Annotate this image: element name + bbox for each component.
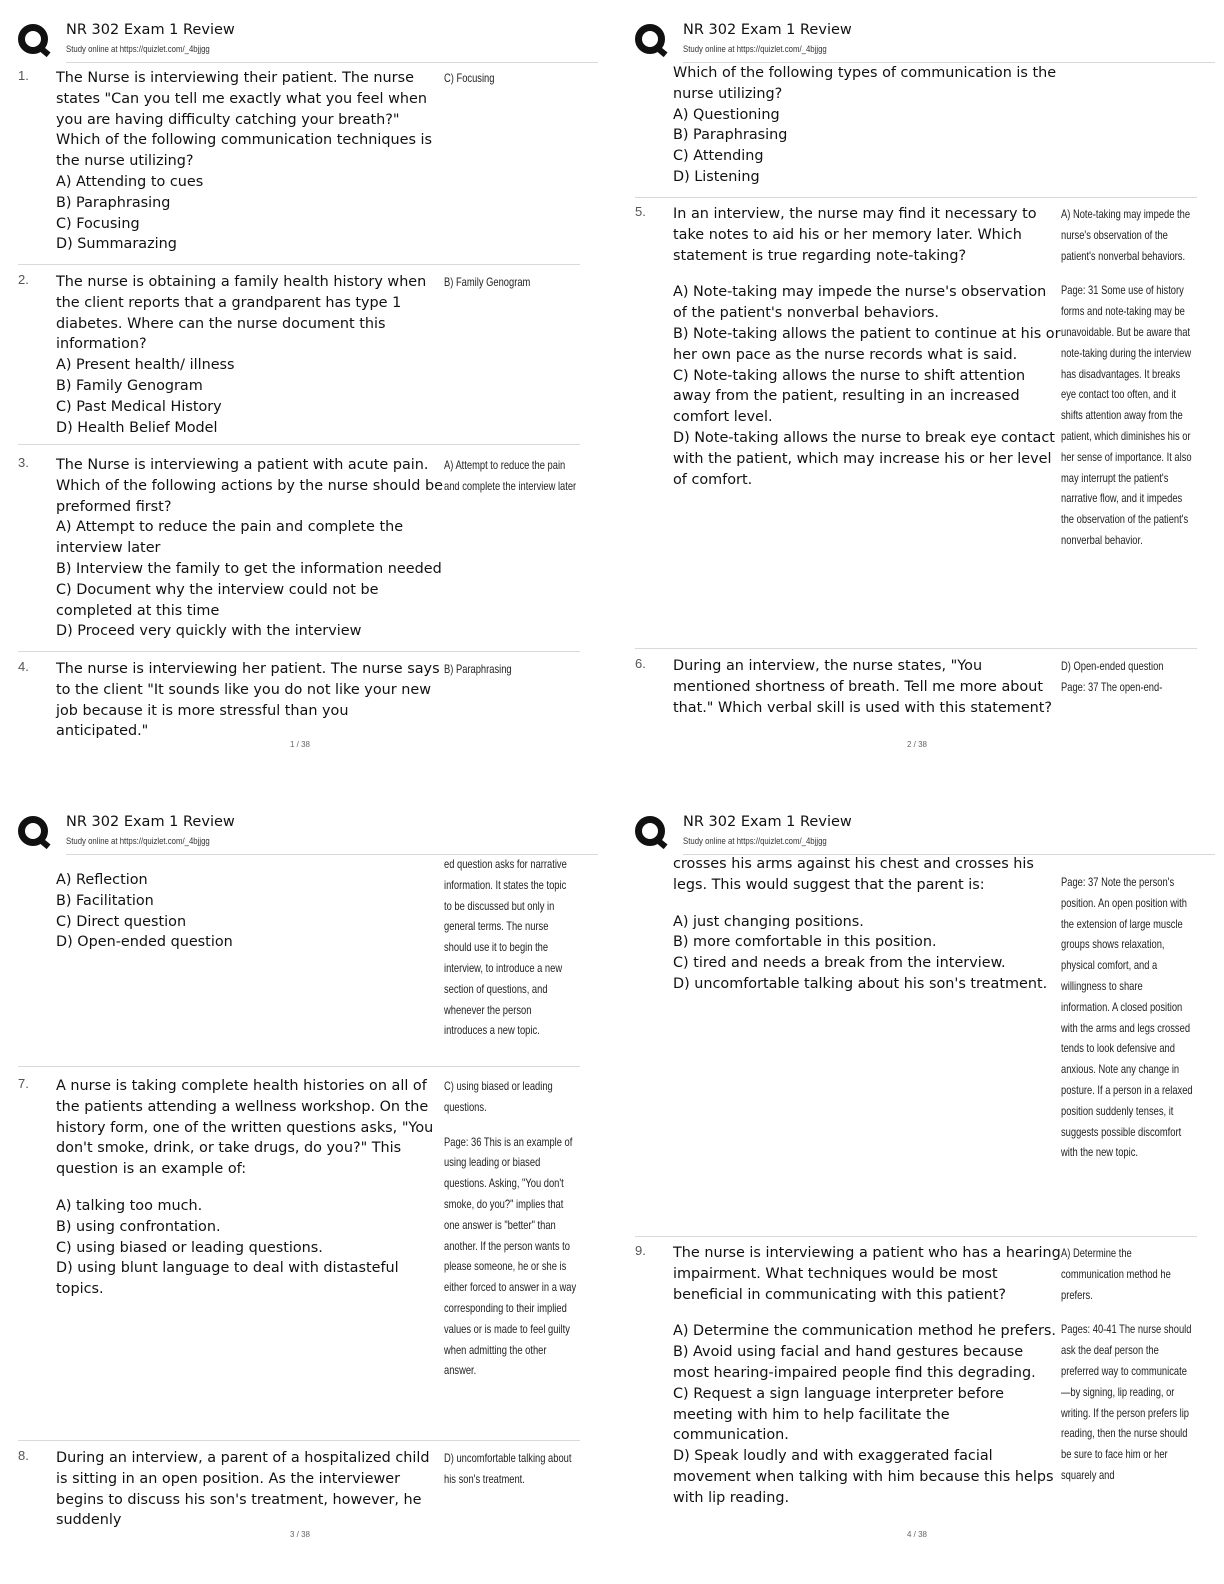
page-header: [18, 22, 598, 62]
option: B) Paraphrasing: [673, 127, 788, 144]
option: C) Request a sign language interpreter before meeting with him to help facilitate the communication.: [673, 1385, 1004, 1444]
option: B) more comfortable in this position.: [673, 934, 937, 951]
question-row: [635, 204, 1197, 649]
rationale: Page: 36 This is an example of using leading or biased questions. Asking, "You don't smoke, do you?" implies that one answer is "better" than another. If the person wants to please someone, he or she is either forced to answer in a way corresponding to their implied values or is made to feel guilty when admitting the other answer.: [444, 1134, 577, 1378]
quizlet-logo-icon: [635, 816, 665, 846]
answer: B) Paraphrasing: [444, 662, 512, 676]
question-row: [635, 656, 1197, 726]
page-title: NR 302 Exam 1 Review: [683, 814, 852, 830]
option: B) Paraphrasing: [56, 194, 171, 211]
option: D) uncomfortable talking about his son's treatment.: [673, 975, 1048, 992]
option: A) Attempt to reduce the pain and complete the interview later: [56, 519, 404, 557]
page-header: [635, 22, 1215, 62]
page-header: [635, 814, 1215, 854]
study-link[interactable]: Study online at https://quizlet.com/_4bjjgg: [683, 44, 827, 55]
option: D) using blunt language to deal with distasteful topics.: [56, 1260, 399, 1298]
option: C) Note-taking allows the nurse to shift attention away from the patient, resulting in an increased comfort level.: [673, 367, 1026, 426]
option: C) Direct question: [56, 913, 187, 930]
question-row: [635, 854, 1197, 1237]
answer: B) Family Genogram: [444, 275, 531, 289]
question-row: [18, 854, 580, 1067]
option: A) Reflection: [56, 872, 148, 888]
option: A) talking too much.: [56, 1197, 203, 1214]
option: D) Summarazing: [56, 236, 177, 253]
page-number: 3 / 38: [289, 1530, 310, 1539]
answer: C) using biased or leading questions. Page: 36 This is an example of using leading or biased questions. Asking, "You don't smoke, do you?" implies that one answer is "better" than another. If the person wants to please someone, he or she is either forced to answer in a way corresponding to their implied values or is made to feel guilty when admitting the other answer.: [444, 1076, 582, 1381]
option: D) Open-ended question: [56, 934, 233, 951]
question-number: 9.: [635, 1243, 646, 1258]
question-number: 6.: [635, 656, 646, 671]
question-number: 1.: [18, 68, 29, 83]
page-title: NR 302 Exam 1 Review: [66, 814, 235, 830]
answer: A) Attempt to reduce the pain and complete the interview later: [444, 458, 577, 493]
question-number: 8.: [18, 1448, 29, 1463]
option: C) Focusing: [56, 215, 140, 232]
rationale: Page: 37 The open-end-: [1061, 679, 1163, 694]
question-number: 5.: [635, 204, 646, 219]
question-text: A nurse is taking complete health histories on all of the patients attending a wellness workshop. On the history form, one of the written questions asks, "You don't smoke, drink, or take drugs, do you?" This question is an example of: A) talking too much. B) using confrontation. C) using biased or leading questions. D) using blunt language to deal with distasteful topics.: [56, 1076, 444, 1300]
option: B) Family Genogram: [56, 377, 203, 394]
option: A) Determine the communication method he prefers.: [673, 1323, 1056, 1340]
option: C) Attending: [673, 148, 764, 165]
option: B) Facilitation: [56, 892, 154, 909]
option: D) Listening: [673, 168, 760, 185]
answer: C) Focusing: [444, 71, 495, 85]
option: B) Interview the family to get the information needed: [56, 560, 442, 577]
question-row: [18, 68, 580, 265]
rationale: Page: 37 Note the person's position. An open position with the extension of large muscle groups shows relaxation, physical comfort, and a willingness to share information. A closed position with the arms and legs crossed tends to look defensive and anxious. Note any change in posture. If a person in a relaxed position suddenly tenses, it suggests possible discomfort with the new topic.: [1061, 875, 1193, 1160]
question-row: [18, 1448, 580, 1529]
page-number: 1 / 38: [289, 740, 310, 749]
question-number: 3.: [18, 455, 29, 470]
question-text: The Nurse is interviewing their patient. The nurse states "Can you tell me exactly what you feel when you are having difficulty catching your breath?" Which of the following communication techniques is the nurse utilizing? A) Attending to cues B) Paraphrasing C) Focusing D) Summarazing: [56, 68, 444, 255]
option: D) Health Belief Model: [56, 419, 218, 436]
option: B) Note-taking allows the patient to continue at his or her own pace as the nurse records what is said.: [673, 325, 1061, 363]
page-number: 2 / 38: [906, 740, 927, 749]
question-row: [18, 659, 580, 740]
option: D) Note-taking allows the nurse to break eye contact with the patient, which may increase his or her level of comfort.: [673, 429, 1055, 488]
option: C) tired and needs a break from the interview.: [673, 955, 1006, 972]
question-text: The nurse is obtaining a family health history when the client reports that a grandparent has type 1 diabetes. Where can the nurse document this information? A) Present health/ illness B) Family Genogram C) Past Medical History D) Health Belief Model: [56, 272, 444, 438]
question-row: [635, 1243, 1197, 1523]
study-link[interactable]: Study online at https://quizlet.com/_4bjjgg: [66, 836, 210, 847]
question-row: [18, 1076, 580, 1441]
answer: D) Open-ended question Page: 37 The open-end-: [1061, 656, 1199, 698]
option: C) using biased or leading questions.: [56, 1239, 323, 1256]
question-text: In an interview, the nurse may find it necessary to take notes to aid his or her memory later. Which statement is true regarding note-taking? A) Note-taking may impede the nurse's observation of the patient's nonverbal behaviors. B) Note-taking allows the patient to continue at his or her own pace as the nurse records what is said. C) Note-taking allows the nurse to shift attention away from the patient, resulting in an increased comfort level. D) Note-taking allows the nurse to break eye contact with the patient, which may increase his or her level of comfort.: [673, 204, 1061, 490]
rationale: Pages: 40-41 The nurse should ask the deaf person the preferred way to communicate—by signing, lip reading, or writing. If the person prefers lip reading, then the nurse should be sure to face him or her squarely and: [1061, 1322, 1192, 1482]
question-text: crosses his arms against his chest and crosses his legs. This would suggest that the parent is: A) just changing positions. B) more comfortable in this position. C) tired and needs a break from the interview. D) uncomfortable talking about his son's treatment.: [673, 854, 1061, 995]
page-1: [0, 0, 600, 780]
option: A) Present health/ illness: [56, 357, 235, 374]
question-row: [635, 63, 1197, 198]
question-text: [56, 870, 444, 953]
option: D) Proceed very quickly with the interview: [56, 623, 362, 640]
quizlet-logo-icon: [635, 24, 665, 54]
page-title: NR 302 Exam 1 Review: [66, 22, 235, 38]
answer: D) uncomfortable talking about his son's treatment.: [444, 1451, 572, 1486]
question-number: 2.: [18, 272, 29, 287]
question-number: 7.: [18, 1076, 29, 1091]
page-2: [617, 0, 1217, 780]
answer: A) Determine the communication method he prefers. Pages: 40-41 The nurse should ask the deaf person the preferred way to communicate—by signing, lip reading, or writing. If the person prefers lip reading, then the nurse should be sure to face him or her squarely and: [1061, 1243, 1199, 1486]
page-4: [617, 792, 1217, 1572]
option: A) just changing positions.: [673, 913, 864, 930]
quizlet-logo-icon: [18, 24, 48, 54]
page-number: 4 / 38: [906, 1530, 927, 1539]
study-link[interactable]: Study online at https://quizlet.com/_4bjjgg: [66, 44, 210, 55]
answer: A) Note-taking may impede the nurse's observation of the patient's nonverbal behaviors. Page: 31 Some use of history forms and note-taking may be unavoidable. But be aware that note-taking during the interview has disadvantages. It breaks eye contact too often, and it shifts attention away from the patient, which diminishes his or her sense of importance. It also may interrupt the patient's narrative flow, and it impedes the observation of the patient's nonverbal behavior.: [1061, 204, 1199, 551]
rationale: Page: 31 Some use of history forms and note-taking may be unavoidable. But be aware that note-taking during the interview has disadvantages. It breaks eye contact too often, and it shifts attention away from the patient, which diminishes his or her sense of importance. It also may interrupt the patient's narrative flow, and it impedes the observation of the patient's nonverbal behavior.: [1061, 283, 1192, 547]
option: A) Attending to cues: [56, 173, 204, 190]
option: D) Speak loudly and with exaggerated facial movement when talking with him because this helps with lip reading.: [673, 1448, 1054, 1506]
rationale: ed question asks for narrative information. It states the topic to be discussed but only in general terms. The nurse should use it to begin the interview, to introduce a new section of questions, and whenever the person introduces a new topic.: [444, 857, 567, 1038]
option: B) using confrontation.: [56, 1218, 221, 1235]
question-text: The nurse is interviewing a patient who has a hearing impairment. What techniques would be most beneficial in communicating with this patient? A) Determine the communication method he prefers. B) Avoid using facial and hand gestures because most hearing-impaired people find this degrading. C) Request a sign language interpreter before meeting with him to help facilitate the communication. D) Speak loudly and with exaggerated facial movement when talking with him because this helps with lip reading.: [673, 1243, 1061, 1509]
question-number: 4.: [18, 659, 29, 674]
question-text: Which of the following types of communication is the nurse utilizing? A) Questioning B) Paraphrasing C) Attending D) Listening: [673, 63, 1061, 188]
question-text: The nurse is interviewing her patient. The nurse says to the client "It sounds like you do not like your new job because it is more stressful than you anticipated.": [56, 661, 440, 740]
question-text: The Nurse is interviewing a patient with acute pain. Which of the following actions by the nurse should be preformed first? A) Attempt to reduce the pain and complete the interview later B) Interview the family to get the information needed C) Document why the interview could not be completed at this time D) Proceed very quickly with the interview: [56, 455, 444, 642]
quizlet-logo-icon: [18, 816, 48, 846]
study-link[interactable]: Study online at https://quizlet.com/_4bjjgg: [683, 836, 827, 847]
option: C) Document why the interview could not be completed at this time: [56, 581, 379, 619]
page-header: [18, 814, 598, 854]
page-3: [0, 792, 600, 1572]
question-text: During an interview, a parent of a hospitalized child is sitting in an open position. As the interviewer begins to discuss his son's treatment, however, he suddenly: [56, 1450, 430, 1529]
page-title: NR 302 Exam 1 Review: [683, 22, 852, 38]
question-row: [18, 272, 580, 445]
question-text: During an interview, the nurse states, "You mentioned shortness of breath. Tell me more about that." Which verbal skill is used with this statement?: [673, 658, 1053, 716]
option: C) Past Medical History: [56, 398, 222, 415]
option: A) Note-taking may impede the nurse's observation of the patient's nonverbal behaviors.: [673, 284, 1047, 322]
option: A) Questioning: [673, 106, 780, 123]
option: B) Avoid using facial and hand gestures because most hearing-impaired people find this degrading.: [673, 1344, 1036, 1381]
question-row: [18, 455, 580, 652]
